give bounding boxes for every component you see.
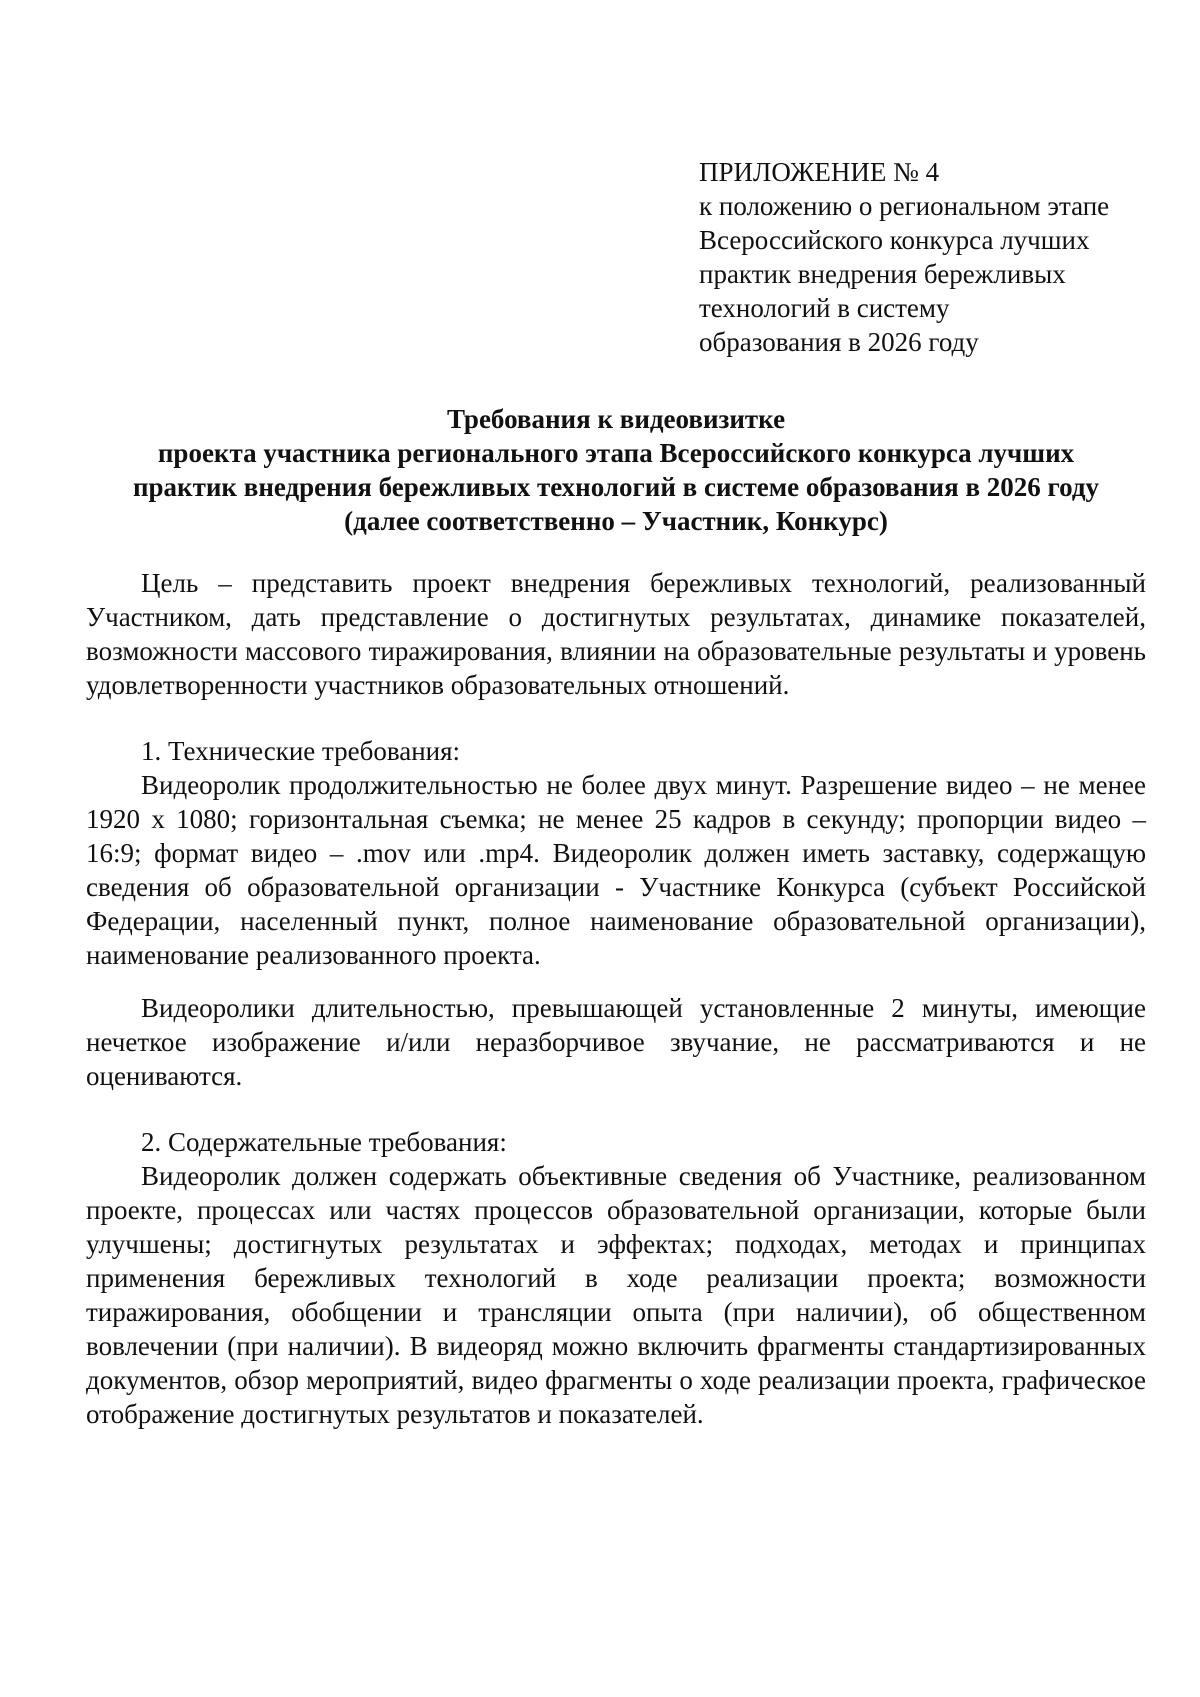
appendix-line: практик внедрения бережливых [699,259,1066,289]
title-line: проекта участника регионального этапа Всероссийского конкурса лучших [157,438,1075,468]
goal-paragraph: Цель – представить проект внедрения бережливых технологий, реализованный Участником, дать представление о достигнутых результатах, динамике показателей, возможности массового тиражирования, влиянии на образовательные результаты и уровень удовлетворенности участников образовательных отношений. [86,568,1146,700]
title-line: Требования к видеовизитке [446,404,786,434]
appendix-line: технологий в систему [699,293,950,323]
content-requirements-paragraph: Видеоролик должен содержать объективные сведения об Участнике, реализованном проекте, процессах или частях процессов образовательной организации, которые были улучшены; достигнутых результатах и эффектах; подходах, методах и принципах применения бережливых технологий в ходе реализации проекта; возможности тиражирования, обобщении и трансляции опыта (при наличии), об общественном вовлечении (при наличии). В видеоряд можно включить фрагменты стандартизированных документов, обзор мероприятий, видео фрагменты о ходе реализации проекта, графическое отображение достигнутых результатов и показателей. [86,1161,1146,1429]
appendix-line: к положению о региональном этапе [699,191,1110,221]
technical-requirements-heading: 1. Технические требования: [141,736,461,766]
content-requirements-heading: 2. Содержательные требования: [141,1127,507,1157]
appendix-line: Всероссийского конкурса лучших [699,225,1090,255]
technical-requirements-paragraph: Видеоролик продолжительностью не более двух минут. Разрешение видео – не менее 1920 х 1080; горизонтальная съемка; не менее 25 кадров в секунду; пропорции видео – 16:9; формат видео – .mov или .mp4. Видеоролик должен иметь заставку, содержащую сведения об образовательной организации - Участнике Конкурса (субъект Российской Федерации, населенный пункт, полное наименование образовательной организации), наименование реализованного проекта. [86,770,1146,970]
title-line: (далее соответственно – Участник, Конкурс) [344,506,888,536]
document-title [86,402,1146,538]
rejection-section [86,991,1146,1093]
appendix-number: ПРИЛОЖЕНИЕ № 4 [699,157,940,187]
rejection-paragraph: Видеоролики длительностью, превышающей установленные 2 минуты, имеющие нечеткое изображение и/или неразборчивое звучание, не рассматриваются и не оцениваются. [86,993,1146,1091]
content-requirements-section [86,1125,1146,1431]
technical-requirements-section [86,734,1146,972]
goal-section [86,566,1146,702]
appendix-header [699,155,1159,359]
appendix-line: образования в 2026 году [699,327,979,357]
title-line: практик внедрения бережливых технологий в системе образования в 2026 году [132,472,1099,502]
